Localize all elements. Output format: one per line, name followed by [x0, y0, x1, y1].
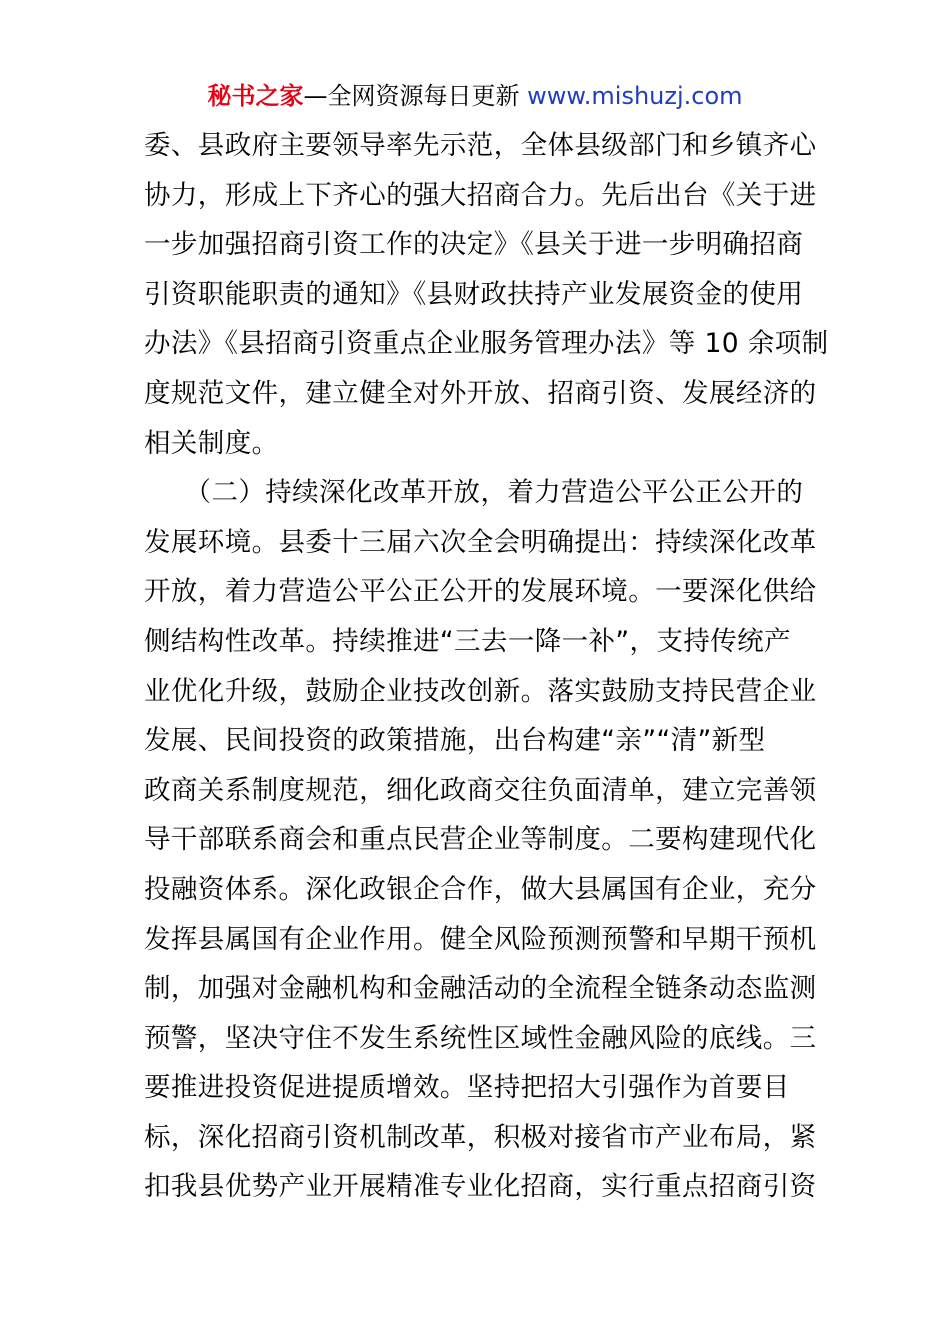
text-line: 发展环境。县委十三届六次全会明确提出：持续深化改革 — [144, 526, 817, 558]
text-line: 开放，着力营造公平公正公开的发展环境。一要深化供给 — [144, 576, 817, 608]
header-slogan: —全网资源每日更新 — [303, 82, 528, 110]
text-line: 委、县政府主要领导率先示范，全体县级部门和乡镇齐心 — [144, 130, 817, 161]
text-line: 度规范文件，建立健全对外开放、招商引资、发展经济的 — [144, 377, 817, 409]
text-line: 办法》《县招商引资重点企业服务管理办法》等 10 余项制 — [144, 328, 829, 360]
text-line: 要推进投资促进提质增效。坚持把招大引强作为首要目 — [144, 1072, 790, 1104]
text-line: 一步加强招商引资工作的决定》《县关于进一步明确招商 — [144, 229, 804, 261]
text-line: 投融资体系。深化政银企合作，做大县属国有企业，充分 — [144, 873, 817, 905]
text-line: 发挥县属国有企业作用。健全风险预测预警和早期干预机 — [144, 923, 817, 955]
text-line: 发展、民间投资的政策措施，出台构建“亲”“清”新型 — [144, 725, 766, 757]
text-line: 业优化升级，鼓励企业技改创新。落实鼓励支持民营企业 — [144, 675, 817, 707]
site-url-link[interactable]: www.mishuzj.com — [527, 82, 743, 110]
text-line: 侧结构性改革。持续推进“三去一降一补”，支持传统产 — [144, 625, 791, 657]
site-header — [0, 80, 950, 112]
text-line: 导干部联系商会和重点民营企业等制度。二要构建现代化 — [144, 824, 817, 856]
text-line: 扣我县优势产业开展精准专业化招商，实行重点招商引资 — [144, 1171, 817, 1203]
section-heading-line: （二）持续深化改革开放，着力营造公平公正公开的 — [144, 477, 804, 509]
document-body — [144, 121, 829, 1212]
text-line: 预警，坚决守住不发生系统性区域性金融风险的底线。三 — [144, 1022, 817, 1054]
brand-name: 秘书之家 — [207, 82, 304, 110]
text-line: 制，加强对金融机构和金融活动的全流程全链条动态监测 — [144, 973, 817, 1005]
text-line: 政商关系制度规范，细化政商交往负面清单，建立完善领 — [144, 774, 817, 806]
text-line: 引资职能职责的通知》《县财政扶持产业发展资金的使用 — [144, 278, 804, 310]
text-line: 协力，形成上下齐心的强大招商合力。先后出台《关于进 — [144, 179, 817, 211]
text-line: 相关制度。 — [144, 427, 279, 459]
text-line: 标，深化招商引资机制改革，积极对接省市产业布局，紧 — [144, 1121, 817, 1153]
